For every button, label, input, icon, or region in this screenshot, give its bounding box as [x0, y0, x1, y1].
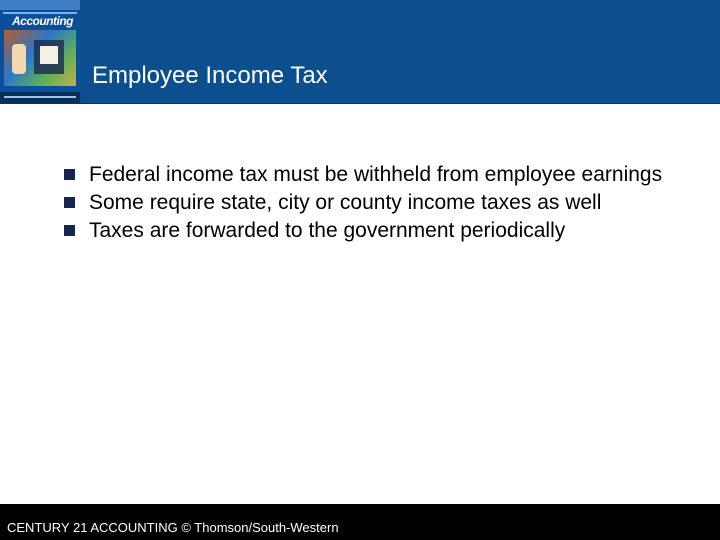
square-bullet-icon [64, 169, 75, 180]
cover-title: Accounting [12, 14, 73, 28]
bullet-text: Taxes are forwarded to the government periodically [89, 219, 566, 242]
cover-figure-screen [40, 46, 58, 64]
bullet-item [62, 162, 682, 188]
slide-title: Employee Income Tax [92, 62, 328, 89]
bullet-list [62, 162, 682, 246]
bullet-item [62, 218, 682, 244]
book-cover-image [0, 0, 80, 103]
bullet-text: Federal income tax must be withheld from employee earnings [89, 163, 663, 186]
footer-copyright: CENTURY 21 ACCOUNTING © Thomson/South-Western [7, 520, 339, 535]
square-bullet-icon [64, 225, 75, 236]
cover-figure-person [12, 44, 26, 74]
bullet-item [62, 190, 682, 216]
slide-header [0, 0, 720, 104]
cover-top-band [0, 0, 80, 10]
cover-bottom-line [4, 96, 76, 98]
square-bullet-icon [64, 197, 75, 208]
slide-footer [0, 504, 720, 540]
bullet-text: Some require state, city or county income taxes as well [89, 191, 602, 214]
